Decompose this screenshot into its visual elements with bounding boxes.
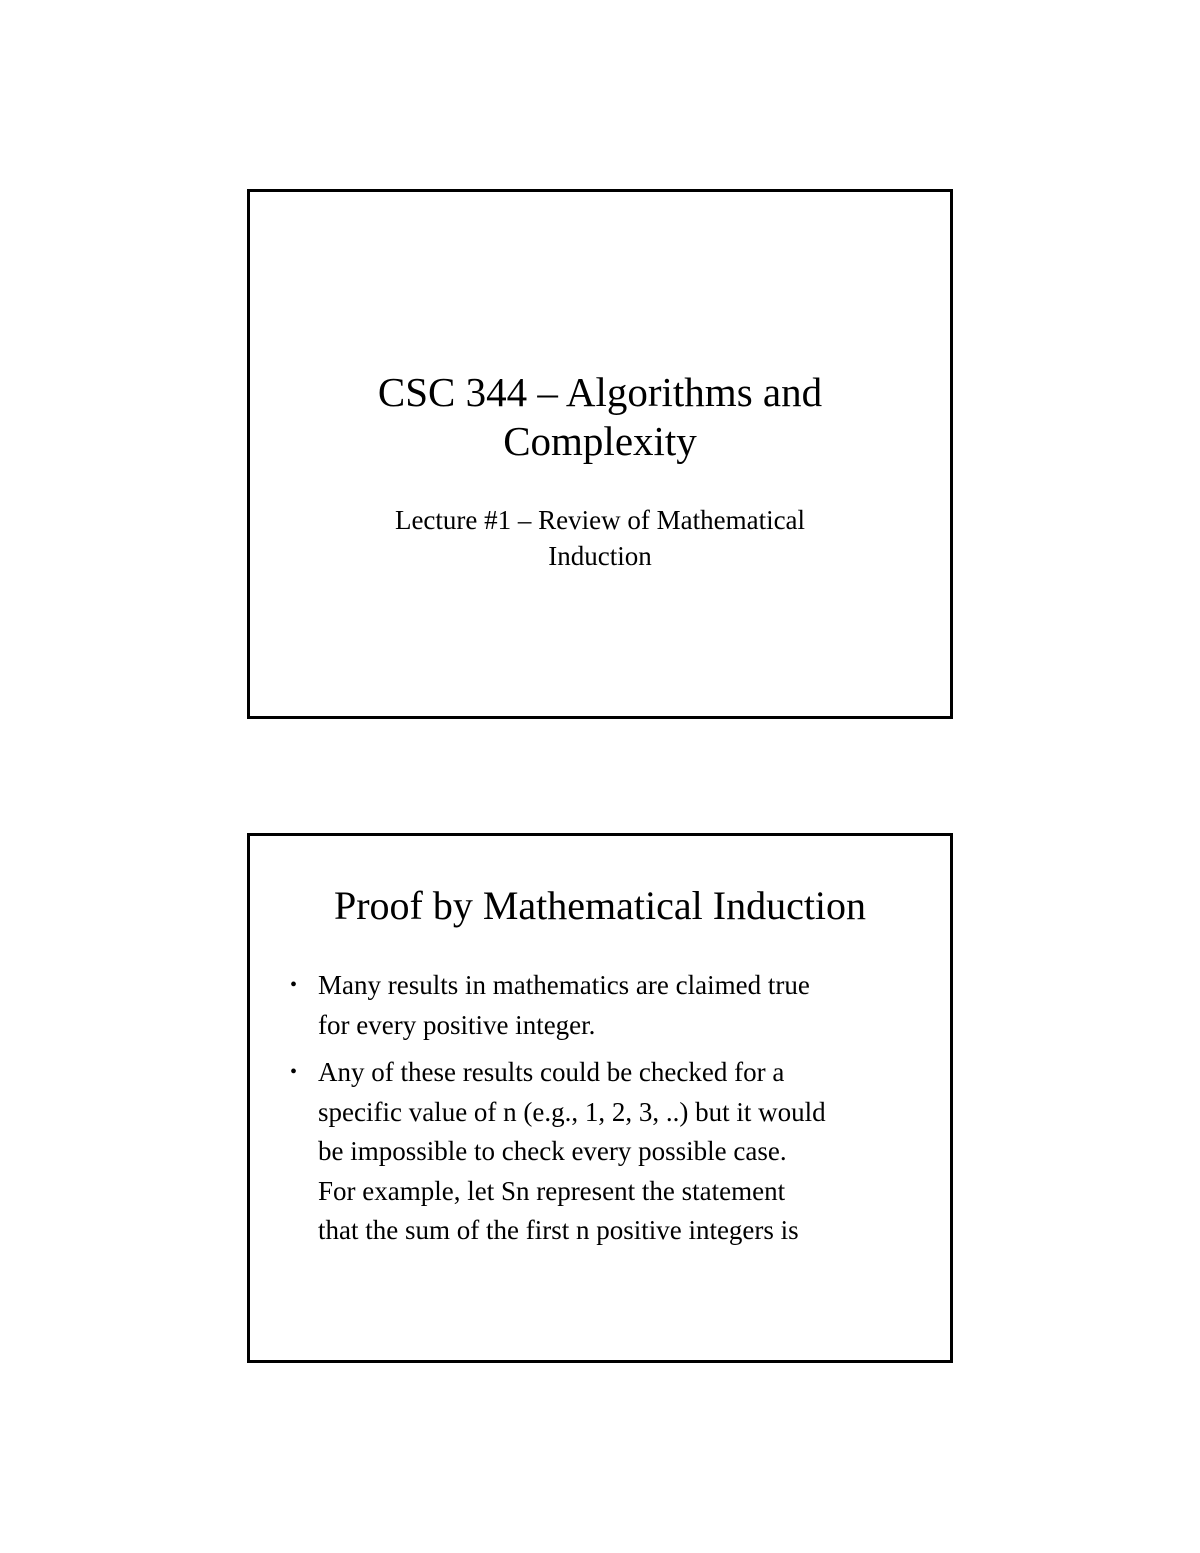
course-title bbox=[250, 368, 950, 466]
slide-title bbox=[247, 189, 953, 719]
bullet-line: for every positive integer. bbox=[318, 1009, 596, 1040]
course-title-line-1: CSC 344 – Algorithms and bbox=[377, 369, 823, 415]
lecture-subtitle-line-1: Lecture #1 – Review of Mathematical bbox=[394, 505, 806, 535]
bullet-list bbox=[286, 966, 920, 1259]
bullet-line: be impossible to check every possible case. bbox=[318, 1136, 787, 1166]
bullet-line: For example, let Sn represent the statement bbox=[318, 1175, 786, 1206]
bullet-line: specific value of n (e.g., 1, 2, 3, ..) but it would bbox=[318, 1096, 826, 1127]
course-title-line-2: Complexity bbox=[503, 418, 697, 464]
bullet-item bbox=[286, 1053, 920, 1251]
bullet-line: Many results in mathematics are claimed true bbox=[318, 970, 810, 1000]
bullet-line: Any of these results could be checked for a bbox=[318, 1057, 785, 1087]
bullet-item bbox=[286, 966, 920, 1045]
slide-heading: Proof by Mathematical Induction bbox=[333, 883, 867, 928]
lecture-subtitle-line-2: Induction bbox=[548, 541, 652, 571]
bullet-dot-icon: • bbox=[290, 1061, 298, 1083]
lecture-subtitle bbox=[250, 502, 950, 574]
slide-proof-by-induction bbox=[247, 833, 953, 1363]
bullet-dot-icon: • bbox=[290, 974, 298, 996]
bullet-line: that the sum of the first n positive integers is bbox=[318, 1215, 799, 1245]
